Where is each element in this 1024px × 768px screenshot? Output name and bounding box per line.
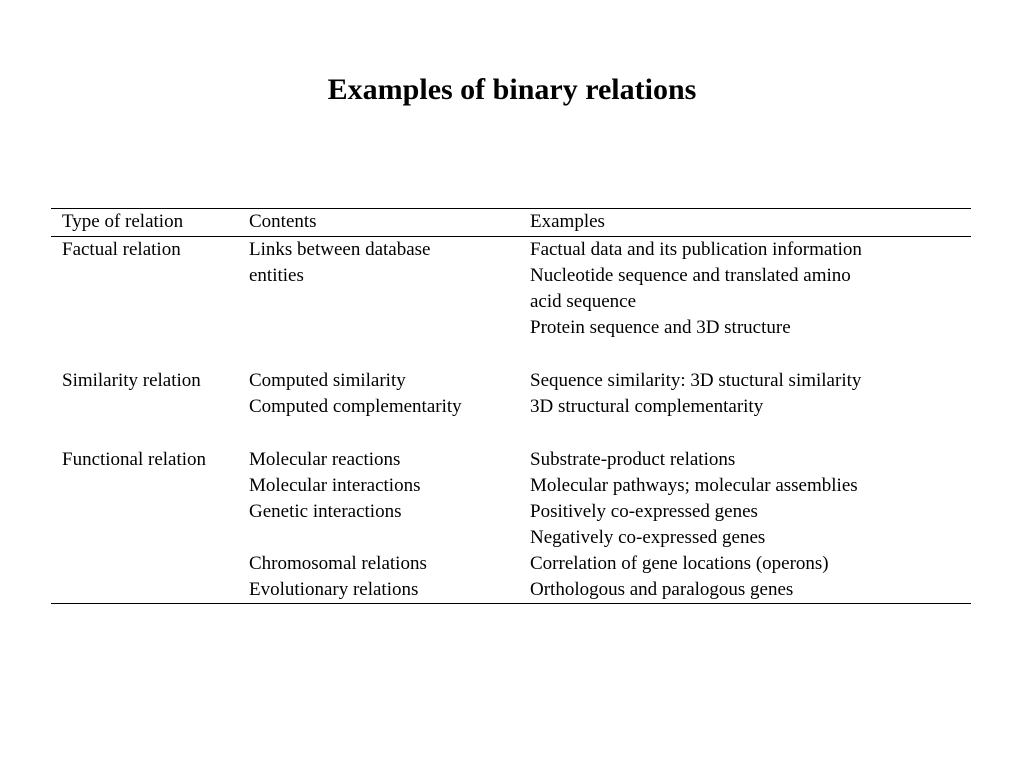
- header-examples: Examples: [530, 211, 605, 232]
- examples-cell: acid sequence: [530, 291, 637, 312]
- examples-cell: Protein sequence and 3D structure: [530, 317, 791, 338]
- header-contents: Contents: [249, 211, 317, 232]
- examples-cell: Orthologous and paralogous genes: [530, 579, 794, 600]
- examples-cell: Substrate-product relations: [530, 449, 736, 470]
- group-spacer: [51, 341, 971, 368]
- examples-cell: Negatively co-expressed genes: [530, 527, 766, 548]
- contents-cell: Genetic interactions: [249, 501, 402, 522]
- examples-cell: 3D structural complementarity: [530, 396, 764, 417]
- relations-table: [51, 208, 971, 604]
- table-row-similarity-relation: [51, 368, 971, 420]
- contents-cell: Molecular interactions: [249, 475, 421, 496]
- group-spacer: [51, 420, 971, 447]
- header-type-of-relation: Type of relation: [62, 211, 184, 232]
- table-row-factual-relation: [51, 237, 971, 341]
- examples-cell: Sequence similarity: 3D stuctural similarity: [530, 370, 862, 391]
- relation-type-cell: Factual relation: [62, 239, 181, 260]
- contents-cell: Evolutionary relations: [249, 579, 419, 600]
- relation-type-cell: Functional relation: [62, 449, 207, 470]
- examples-cell: Factual data and its publication information: [530, 239, 862, 260]
- contents-cell: [249, 525, 530, 551]
- contents-cell: Computed similarity: [249, 370, 406, 391]
- contents-cell: Chromosomal relations: [249, 553, 427, 574]
- examples-cell: Correlation of gene locations (operons): [530, 553, 829, 574]
- contents-cell: Molecular reactions: [249, 449, 401, 470]
- examples-cell: Positively co-expressed genes: [530, 501, 758, 522]
- examples-cell: Nucleotide sequence and translated amino: [530, 265, 851, 286]
- table-row-functional-relation: [51, 447, 971, 603]
- table-header-row: [51, 209, 971, 237]
- relation-type-cell: Similarity relation: [62, 370, 201, 391]
- contents-cell: Computed complementarity: [249, 396, 462, 417]
- contents-cell: Links between database: [249, 239, 431, 260]
- contents-cell: entities: [249, 265, 304, 286]
- slide-title: Examples of binary relations: [327, 73, 697, 106]
- examples-cell: Molecular pathways; molecular assemblies: [530, 475, 858, 496]
